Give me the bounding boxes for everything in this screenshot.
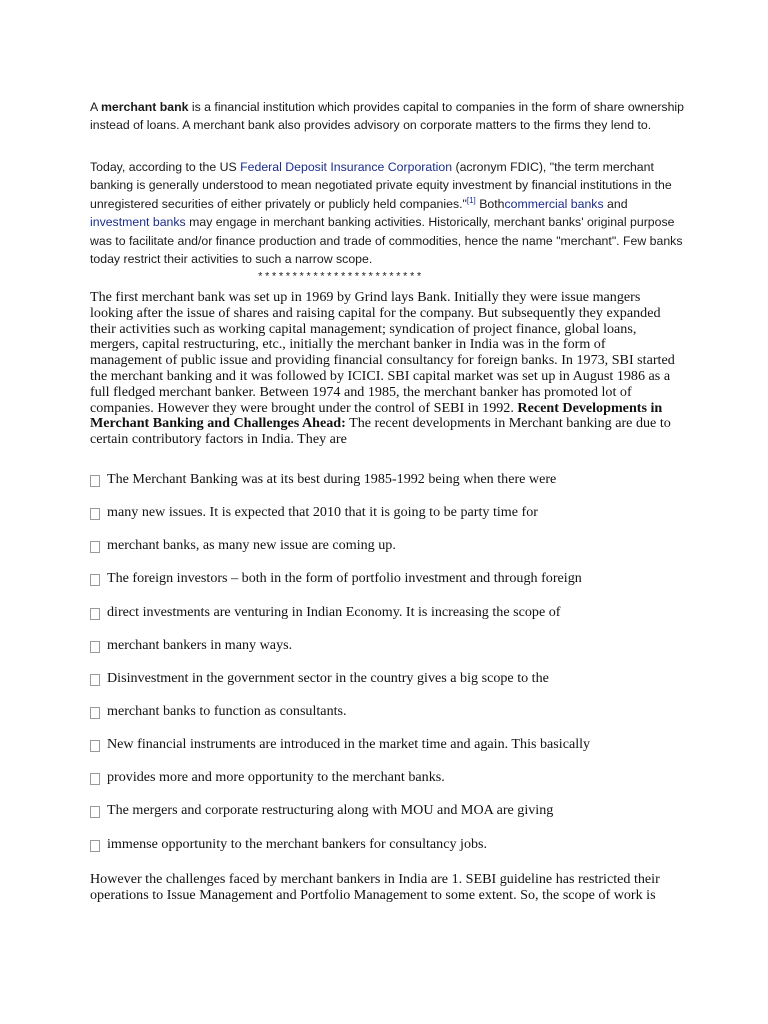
bullet-box-icon — [90, 641, 100, 653]
fdic-link[interactable]: Federal Deposit Insurance Corporation — [240, 160, 453, 174]
list-item — [90, 671, 690, 704]
list-item-text: merchant banks to function as consultants. — [107, 702, 347, 719]
bullet-box-icon — [90, 541, 100, 553]
history-text: The first merchant bank was set up in 1969 by Grind lays Bank. Initially they were issue mangers looking after the issue of shares and raising capital for the company. But subsequently they expanded their activities such as working capital management; syndication of project finance, global loans, mergers, capital restructuring, etc., initially the merchant banker in India was in the form of management of public issue and providing financial consultancy for foreign banks. In 1973, SBI started the merchant banking and it was followed by ICICI. SBI capital market was set up in August 1986 as a full fledged merchant banker. Between 1974 and 1985, the merchant banker has promoted lot of companies. However they were brought under the control of SEBI in 1992. — [90, 289, 675, 416]
fdic-text-1: Today, according to the US — [90, 160, 241, 174]
list-item — [90, 837, 690, 870]
fdic-text-2: (acronym FDIC), "the term merchant banking is generally understood to mean negotiated private equity investment by financial institutions in the unregistered securities of either privately or publicly held companies." — [90, 160, 672, 211]
developments-list — [90, 472, 690, 870]
history-paragraph — [90, 290, 680, 448]
list-item — [90, 472, 690, 505]
bullet-box-icon — [90, 475, 100, 487]
list-item — [90, 538, 690, 571]
list-item — [90, 704, 690, 737]
fdic-text-5: may engage in merchant banking activities. Historically, merchant banks' original purpose was to facilitate and/or finance production and trade of commodities, hence the name "merchant". Few banks today restrict their activities to such a narrow scope. — [90, 215, 683, 267]
bullet-box-icon — [90, 574, 100, 586]
list-item — [90, 505, 690, 538]
footnote-1-link[interactable]: [1] — [466, 195, 476, 205]
recent-developments-heading: Recent Developments in Merchant Banking and Challenges Ahead: — [90, 399, 663, 432]
list-item — [90, 737, 690, 770]
intro-paragraph — [90, 98, 690, 135]
list-item-text: many new issues. It is expected that 2010 that it is going to be party time for — [107, 504, 538, 521]
fdic-paragraph — [90, 158, 690, 268]
list-item-text: merchant banks, as many new issue are coming up. — [107, 537, 396, 554]
bullet-box-icon — [90, 674, 100, 686]
investment-banks-link[interactable]: investment banks — [90, 215, 186, 230]
bullet-box-icon — [90, 773, 100, 785]
section-separator: ************************ — [257, 272, 423, 284]
bullet-box-icon — [90, 806, 100, 818]
list-item-text: The mergers and corporate restructuring along with MOU and MOA are giving — [107, 802, 554, 819]
list-item — [90, 571, 690, 604]
list-item-text: The foreign investors – both in the form of portfolio investment and through foreign — [107, 570, 582, 587]
bullet-box-icon — [90, 840, 100, 852]
list-item — [90, 770, 690, 803]
list-item — [90, 638, 690, 671]
list-item-text: New financial instruments are introduced in the market time and again. This basically — [107, 736, 591, 753]
fdic-text-4: and — [603, 196, 628, 211]
history-tail: The recent developments in Merchant banking are due to certain contributory factors in India. They are — [90, 415, 671, 448]
list-item-text: direct investments are venturing in Indian Economy. It is increasing the scope of — [107, 603, 561, 620]
intro-text-rest: is a financial institution which provides capital to companies in the form of share ownership instead of loans. A merchant bank also provides advisory on corporate matters to the firms they lend to. — [90, 100, 684, 133]
list-item-text: immense opportunity to the merchant bankers for consultancy jobs. — [107, 835, 488, 852]
list-item-text: Disinvestment in the government sector in the country gives a big scope to the — [107, 669, 549, 686]
bullet-box-icon — [90, 740, 100, 752]
bullet-box-icon — [90, 608, 100, 620]
list-item-text: merchant bankers in many ways. — [107, 636, 293, 653]
intro-text-a: A — [90, 100, 101, 114]
challenges-paragraph: However the challenges faced by merchant bankers in India are 1. SEBI guideline has restricted their operations to Issue Management and Portfolio Management to some extent. So, the scope of work is — [90, 871, 660, 903]
commercial-banks-link[interactable]: commercial banks — [504, 196, 604, 211]
bullet-box-icon — [90, 707, 100, 719]
list-item-text: The Merchant Banking was at its best during 1985-1992 being when there were — [107, 471, 557, 487]
merchant-bank-term: merchant bank — [100, 100, 189, 114]
bullet-box-icon — [90, 508, 100, 520]
list-item — [90, 605, 690, 638]
list-item — [90, 803, 690, 836]
list-item-text: provides more and more opportunity to the merchant banks. — [107, 769, 445, 786]
fdic-text-3: Both — [475, 196, 505, 211]
